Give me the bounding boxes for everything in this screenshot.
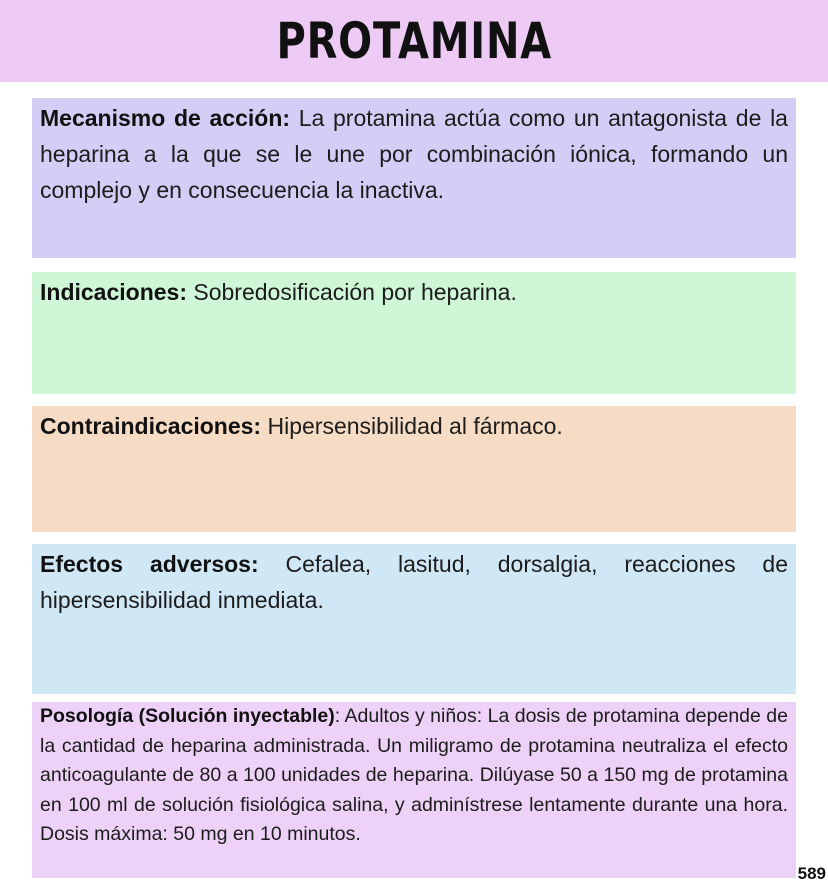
section-text: La protamina actúa como un antagonista de la heparina a la que se le une por combinación iónica, formando un complejo y en consecuencia la inactiva. — [40, 105, 788, 203]
adverse-effects-section — [32, 544, 796, 694]
section-label: Indicaciones: — [40, 279, 187, 305]
section-label: Efectos adversos: — [40, 551, 259, 577]
section-text: : Adultos y niños: La dosis de protamina depende de la cantidad de heparina administrada. Un miligramo de protamina neutraliza el efecto anticoagulante de 80 a 100 unidades de heparina. Dilúyase 50 a 150 mg de protamina en 100 ml de solución fisiológica salina, y adminístrese lentamente durante una hora. Dosis máxima: 50 mg en 10 minutos. — [40, 705, 788, 845]
page-number: 589 — [797, 864, 826, 883]
dosage-section — [32, 702, 796, 878]
section-text: Hipersensibilidad al fármaco. — [261, 413, 563, 439]
title-banner — [0, 0, 828, 82]
section-label: Contraindicaciones: — [40, 413, 262, 439]
section-label: Mecanismo de acción: — [40, 105, 291, 131]
contraindications-section — [32, 406, 796, 532]
mechanism-section — [32, 98, 796, 258]
section-text: Cefalea, lasitud, dorsalgia, reacciones de hipersensibilidad inmediata. — [40, 551, 789, 613]
section-label: Posología (Solución inyectable) — [40, 705, 335, 727]
section-text: Sobredosificación por heparina. — [186, 279, 517, 305]
page-title: PROTAMINA — [276, 12, 552, 70]
indications-section — [32, 272, 796, 394]
